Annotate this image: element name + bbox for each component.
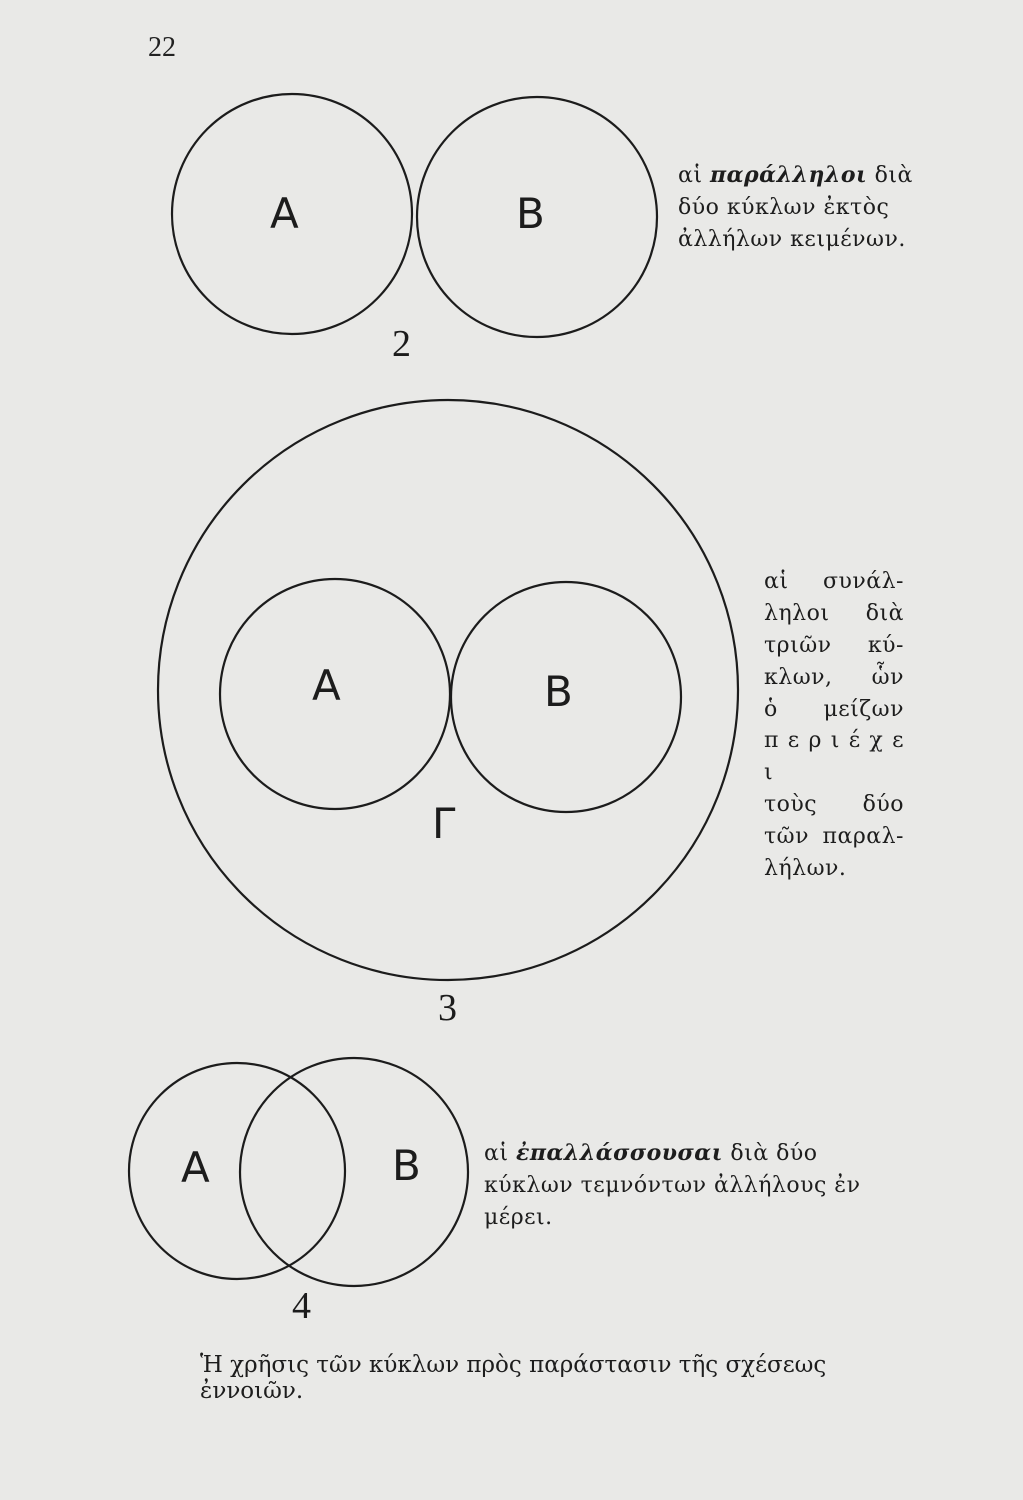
label-a-fig4: Α xyxy=(181,1143,210,1192)
circle-g-fig3 xyxy=(158,400,738,980)
caption-line: λήλων. xyxy=(764,856,847,882)
label-a-fig2: Α xyxy=(270,189,299,238)
figure-2-parallel xyxy=(172,94,657,365)
label-b-fig4: Β xyxy=(392,1141,421,1190)
caption-term: παράλληλοι xyxy=(709,162,868,188)
figure-4-caption xyxy=(484,1138,904,1234)
caption-line: τῶν παραλ- xyxy=(764,824,904,850)
caption-rest: διὰ δύο κύκλων τεμνόντων ἀλλήλους ἐν μέρει. xyxy=(484,1141,861,1230)
caption-line: ληλοι διὰ xyxy=(764,600,904,626)
caption-line: ὁ μείζων xyxy=(764,696,904,722)
figure-2-caption xyxy=(678,160,928,256)
figure-number-2: 2 xyxy=(392,323,411,365)
figure-number-4: 4 xyxy=(292,1285,311,1327)
caption-prefix: αἱ xyxy=(678,163,710,188)
page-number: 22 xyxy=(148,32,176,63)
label-a-fig3: Α xyxy=(312,661,341,710)
caption-rest: διὰ δύο κύκλων ἐκτὸς ἀλλήλων κειμένων. xyxy=(678,163,913,252)
caption-term: ἐπαλλάσσουσαι xyxy=(515,1140,723,1166)
figure-footnote: Ἡ χρῆσις τῶν κύκλων πρὸς παράστασιν τῆς σχέσεως ἐννοιῶν. xyxy=(200,1352,827,1404)
caption-line: π ε ρ ι έ χ ε ι xyxy=(764,728,904,786)
figure-number-3: 3 xyxy=(438,987,457,1029)
caption-line: τοὺς δύο xyxy=(764,792,904,818)
label-b-fig2: Β xyxy=(516,189,545,238)
figure-3-caption xyxy=(764,566,904,885)
caption-line: κλων, ὧν xyxy=(764,664,904,690)
label-g-fig3: Γ xyxy=(432,799,456,848)
caption-line: αἱ συνάλ- xyxy=(764,569,904,594)
figure-4-overlapping xyxy=(129,1058,468,1327)
circle-a-fig4 xyxy=(129,1063,345,1279)
circle-b-fig4 xyxy=(240,1058,468,1286)
figure-3-coordinate xyxy=(158,400,738,1029)
caption-prefix: αἱ xyxy=(484,1141,516,1166)
label-b-fig3: Β xyxy=(544,667,573,716)
caption-line: τριῶν κύ- xyxy=(764,632,904,658)
